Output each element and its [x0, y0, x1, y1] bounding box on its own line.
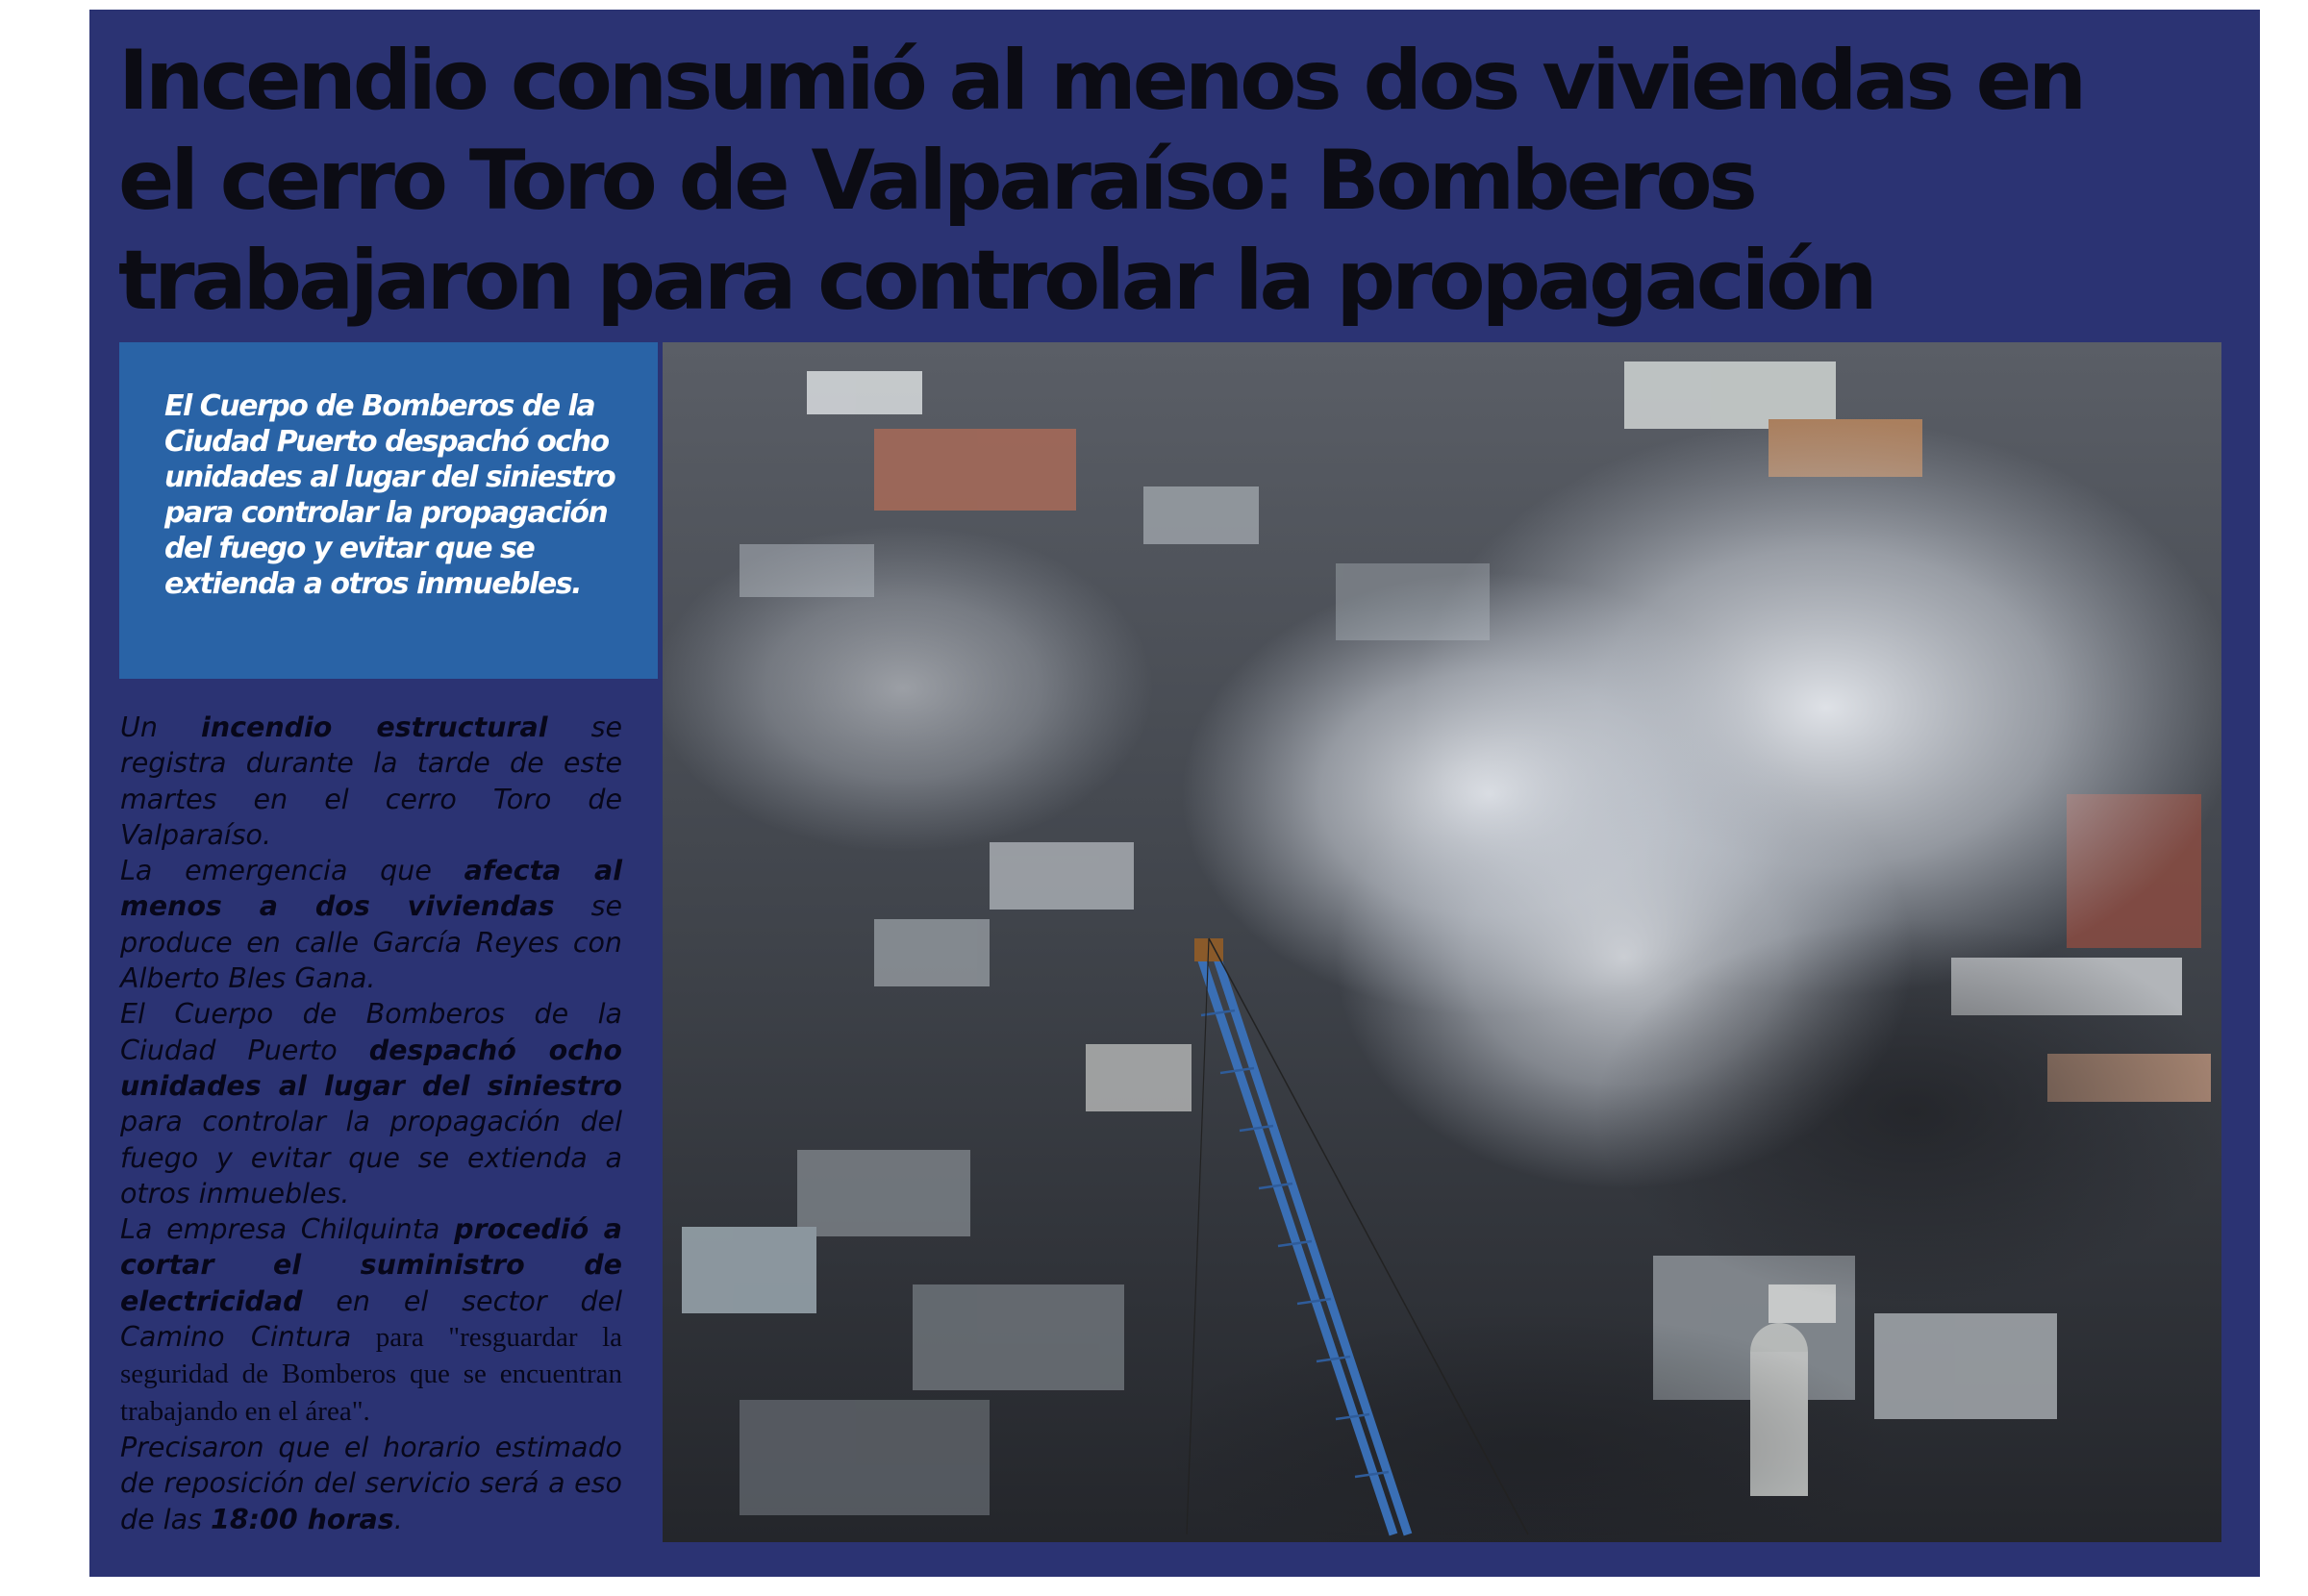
article-body	[120, 710, 622, 1537]
hillside-smoke-illustration	[663, 342, 2221, 1542]
fire-smoke-photo	[663, 342, 2221, 1542]
body-paragraph-5: Precisaron que el horario estimado de reposición del servicio será a eso de las 18:00 horas.	[120, 1431, 622, 1535]
body-paragraph-2: La emergencia que afecta al menos a dos viviendas se produce en calle García Reyes con Alberto Bles Gana.	[120, 855, 623, 995]
body-paragraph-4: La empresa Chilquinta procedió a cortar el suministro de electricidad en el sector del Camino Cintura para "resguardar la seguridad de Bomberos que se encuentran trabajando en el área".	[120, 1213, 622, 1427]
lead-text: El Cuerpo de Bomberos de la Ciudad Puerto despachó ocho unidades al lugar del siniestro para controlar la propagación del fuego y evitar que se extienda a otros inmuebles.	[164, 389, 615, 601]
body-paragraph-3: El Cuerpo de Bomberos de la Ciudad Puerto despachó ocho unidades al lugar del siniestro para controlar la propagación del fuego y evitar que se extienda a otros inmuebles.	[120, 998, 623, 1209]
article-headline: Incendio consumió al menos dos viviendas en el cerro Toro de Valparaíso: Bomberos trabajaron para controlar la propagación	[118, 33, 2084, 329]
article-panel	[89, 10, 2260, 1577]
body-paragraph-1: Un incendio estructural se registra durante la tarde de este martes en el cerro Toro de Valparaíso.	[120, 711, 622, 851]
lead-box	[119, 342, 658, 679]
